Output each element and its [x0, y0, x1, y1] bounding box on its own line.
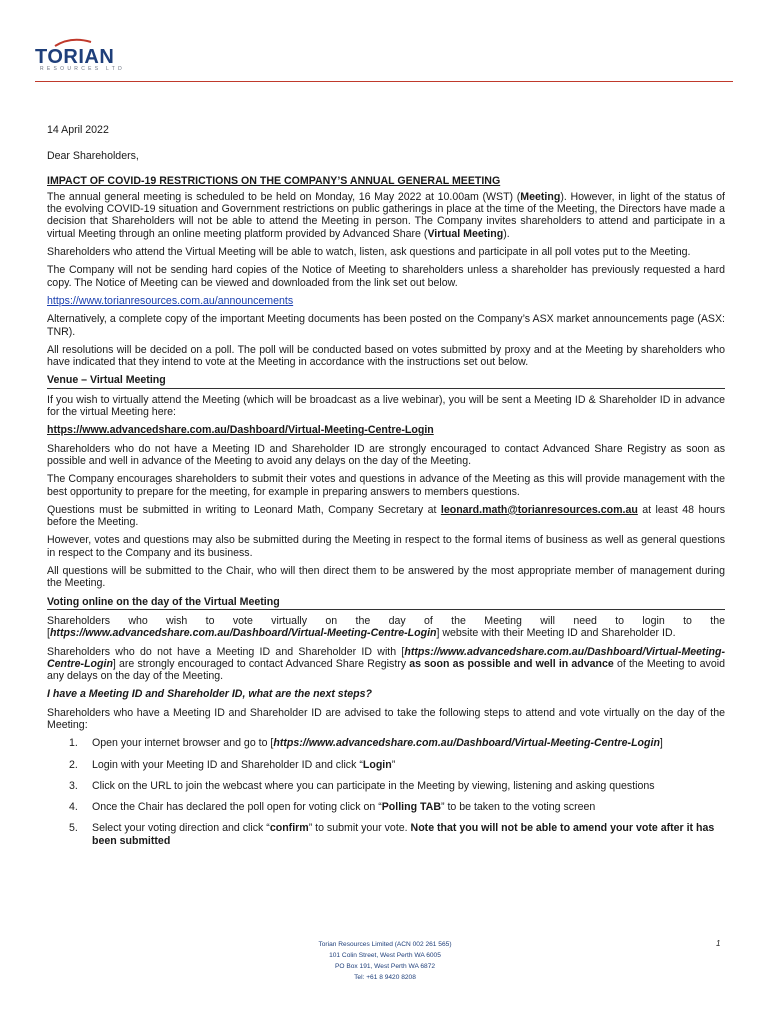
intro-paragraph: The annual general meeting is scheduled to be held on Monday, 16 May 2022 at 10.00am (WST) (Meeting). However, in light of the status of the evolving COVID-19 situation and Government restrictions on public gatherings in place at the time of the Meeting, the Directors have made a decision that Shareholders will not be able to attend the Meeting in person. The Company invites shareholders to attend and participate in a virtual Meeting through an online meeting platform provided by Advanced Share (Virtual Meeting).: [47, 190, 726, 240]
list-item: 2. Login with your Meeting ID and Shareholder ID and click “Login”: [69, 758, 396, 771]
announcements-link[interactable]: https://www.torianresources.com.au/announcements: [47, 294, 294, 307]
announcements-link-row: [47, 295, 725, 307]
header-divider: [35, 81, 733, 82]
company-secretary-email-link[interactable]: leonard.math@torianresources.com.au: [440, 503, 638, 516]
voting-heading: Voting online on the day of the Virtual Meeting: [47, 596, 725, 610]
list-item: 1. Open your internet browser and go to [https://www.advancedshare.com.au/Dashboard/Virtual-Meeting-Centre-Login]: [69, 737, 663, 750]
footer-street-address: 101 Colin Street, West Perth WA 6005: [329, 952, 441, 959]
encourage-paragraph: The Company encourages shareholders to submit their votes and questions in advance of the Meeting as this will provide management with the best opportunity to prepare for the meeting, for example in preparing answers to members questions.: [47, 473, 725, 498]
logo-subtitle: RESOURCES LTD: [40, 66, 126, 72]
venue-heading: Venue – Virtual Meeting: [47, 374, 725, 388]
no-id-contact-paragraph: Shareholders who do not have a Meeting ID and Shareholder ID with [https://www.advancedshare.com.au/Dashboard/Virtual-Meeting-Centre-Login] are strongly encouraged to contact Advanced Share Registry as soon as possible and well in advance of the Meeting to avoid any delays on the day of the Meeting.: [47, 645, 725, 683]
list-item: 3. Click on the URL to join the webcast where you can participate in the Meeting by viewing, listening and asking questions: [69, 779, 655, 792]
login-website-link[interactable]: https://www.advancedshare.com.au/Dashboard/Virtual-Meeting-Centre-Login: [49, 627, 437, 640]
attend-paragraph: Shareholders who attend the Virtual Meeting will be able to watch, listen, ask questions and participate in all poll votes put to the Meeting.: [47, 246, 691, 259]
company-logo: [35, 38, 135, 74]
page-number: 1: [716, 939, 721, 948]
login-link-row: [47, 424, 725, 436]
salutation: Dear Shareholders,: [47, 150, 139, 163]
venue-paragraph: If you wish to virtually attend the Meeting (which will be broadcast as a live webinar), you will be sent a Meeting ID & Shareholder ID in advance for the virtual Meeting here:: [47, 393, 725, 419]
questions-paragraph: Questions must be submitted in writing to Leonard Math, Company Secretary at leonard.math@torianresources.com.au at least 48 hours before the Meeting.: [47, 503, 725, 529]
footer-phone: Tel: +61 8 9420 8208: [354, 974, 416, 981]
footer-company: Torian Resources Limited (ACN 002 261 565): [318, 941, 452, 948]
hardcopy-paragraph: The Company will not be sending hard copies of the Notice of Meeting to shareholders unless a shareholder has previously requested a hard copy. The Notice of Meeting can be viewed and downloaded from the link set out below.: [47, 264, 725, 289]
asx-paragraph: Alternatively, a complete copy of the important Meeting documents has been posted on the Company’s ASX market announcements page (ASX: TNR).: [47, 313, 725, 338]
steps-list: [47, 737, 725, 847]
registry-website-link[interactable]: https://www.advancedshare.com.au/Dashboard/Virtual-Meeting-Centre-Login: [47, 645, 725, 670]
logo-wordmark: TORIAN: [35, 46, 115, 68]
virtual-meeting-login-link[interactable]: https://www.advancedshare.com.au/Dashboard/Virtual-Meeting-Centre-Login: [47, 424, 434, 437]
no-id-paragraph: Shareholders who do not have a Meeting ID and Shareholder ID are strongly encouraged to contact Advanced Share Registry as soon as possible and well in advance of the Meeting to avoid any delays on the day of the Meeting.: [47, 442, 725, 467]
list-item: 5. Select your voting direction and click “confirm” to submit your vote. Note that you will not be able to amend your vote after it has been submitted: [69, 822, 715, 847]
login-paragraph: Shareholders who wish to vote virtually on the day of the Meeting will need to login to the [https://www.advancedshare.com.au/Dashboard/Virtual-Meeting-Centre-Login] website with their Meeting ID and Shareholder ID.: [47, 614, 725, 640]
poll-paragraph: All resolutions will be decided on a poll. The poll will be conducted based on votes submitted by proxy and at the Meeting by shareholders who have indicated that they intend to vote at the Meeting in accordance with the instructions set out below.: [47, 343, 725, 369]
letter-body: [47, 120, 725, 856]
list-item: 4. Once the Chair has declared the poll open for voting click on “Polling TAB” to be taken to the voting screen: [69, 801, 596, 814]
next-steps-question: I have a Meeting ID and Shareholder ID, what are the next steps?: [47, 688, 372, 701]
during-meeting-paragraph: However, votes and questions may also be submitted during the Meeting in respect to the formal items of business as well as general questions in respect to the Company and its business.: [47, 534, 725, 559]
footer-postal-address: PO Box 191, West Perth WA 6872: [334, 963, 436, 970]
letter-footer: [0, 939, 770, 983]
steps-intro-paragraph: Shareholders who have a Meeting ID and Shareholder ID are advised to take the following steps to attend and vote virtually on the day of the Meeting:: [47, 706, 725, 731]
chair-paragraph: All questions will be submitted to the Chair, who will then direct them to be answered by the most appropriate member of management during the Meeting.: [47, 565, 725, 590]
step-login-link[interactable]: https://www.advancedshare.com.au/Dashboard/Virtual-Meeting-Centre-Login: [273, 737, 660, 750]
letter-heading: IMPACT OF COVID-19 RESTRICTIONS ON THE COMPANY’S ANNUAL GENERAL MEETING: [47, 174, 501, 187]
letter-date: 14 April 2022: [47, 124, 109, 136]
